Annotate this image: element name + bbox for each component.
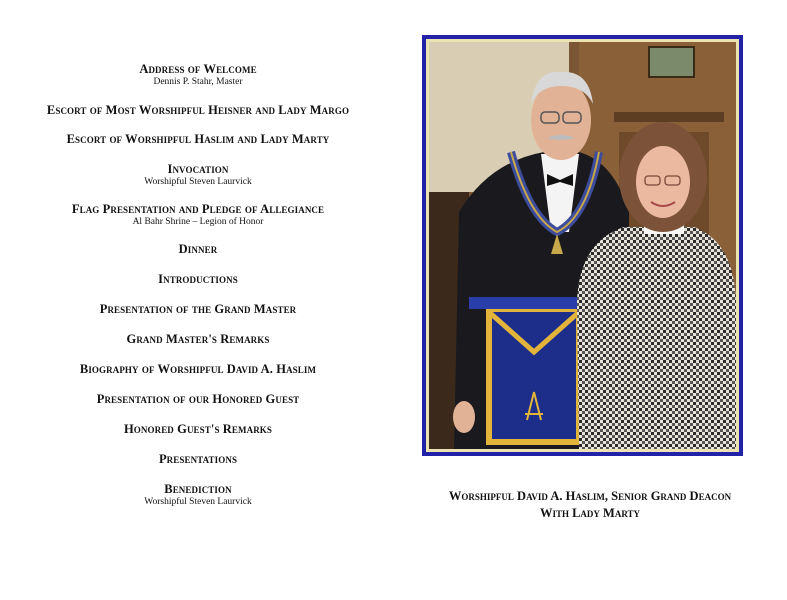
program-item-title: Benediction [164,482,232,496]
program-item-subtitle: Dennis P. Stahr, Master [153,77,243,87]
program-item-dinner [0,242,396,257]
program-item-escort-haslim [0,132,396,147]
program-item-honored-guest-remarks [0,422,396,437]
program-item-title: Flag Presentation and Pledge of Allegiance [71,202,325,216]
program-item-escort-heisner [0,103,396,118]
program-item-subtitle: Al Bahr Shrine – Legion of Honor [132,217,264,227]
program-item-title: Escort of Most Worshipful Heisner and Lady Margo [46,103,350,117]
program-item-title: Address of Welcome [139,62,257,76]
program-list [0,58,396,508]
honoree-photo [429,42,736,449]
program-item-title: Biography of Worshipful David A. Haslim [79,362,317,376]
program-item-address-of-welcome [0,62,396,88]
caption-line-1: Worshipful David A. Haslim, Senior Grand Deacon [448,489,732,503]
program-item-title: Honored Guest's Remarks [123,422,273,436]
program-item-presentation-honored-guest [0,392,396,407]
program-item-grand-master-remarks [0,332,396,347]
program-item-introductions [0,272,396,287]
program-item-title: Presentation of the Grand Master [99,302,297,316]
honoree-photo-frame [422,35,743,456]
caption-line-2: With Lady Marty [539,506,641,520]
program-item-flag-presentation [0,202,396,228]
program-item-biography [0,362,396,377]
program-item-title: Presentation of our Honored Guest [96,392,300,406]
program-item-benediction [0,482,396,508]
program-item-title: Invocation [167,162,229,176]
program-item-presentation-grand-master [0,302,396,317]
program-item-presentations [0,452,396,467]
photo-caption [400,488,780,522]
program-item-subtitle: Worshipful Steven Laurvick [144,497,252,507]
program-item-invocation [0,162,396,188]
program-item-title: Grand Master's Remarks [126,332,270,346]
program-item-title: Dinner [178,242,218,256]
program-item-title: Presentations [158,452,238,466]
program-item-subtitle: Worshipful Steven Laurvick [144,177,252,187]
program-item-title: Introductions [158,272,238,286]
program-item-title: Escort of Worshipful Haslim and Lady Marty [66,132,330,146]
